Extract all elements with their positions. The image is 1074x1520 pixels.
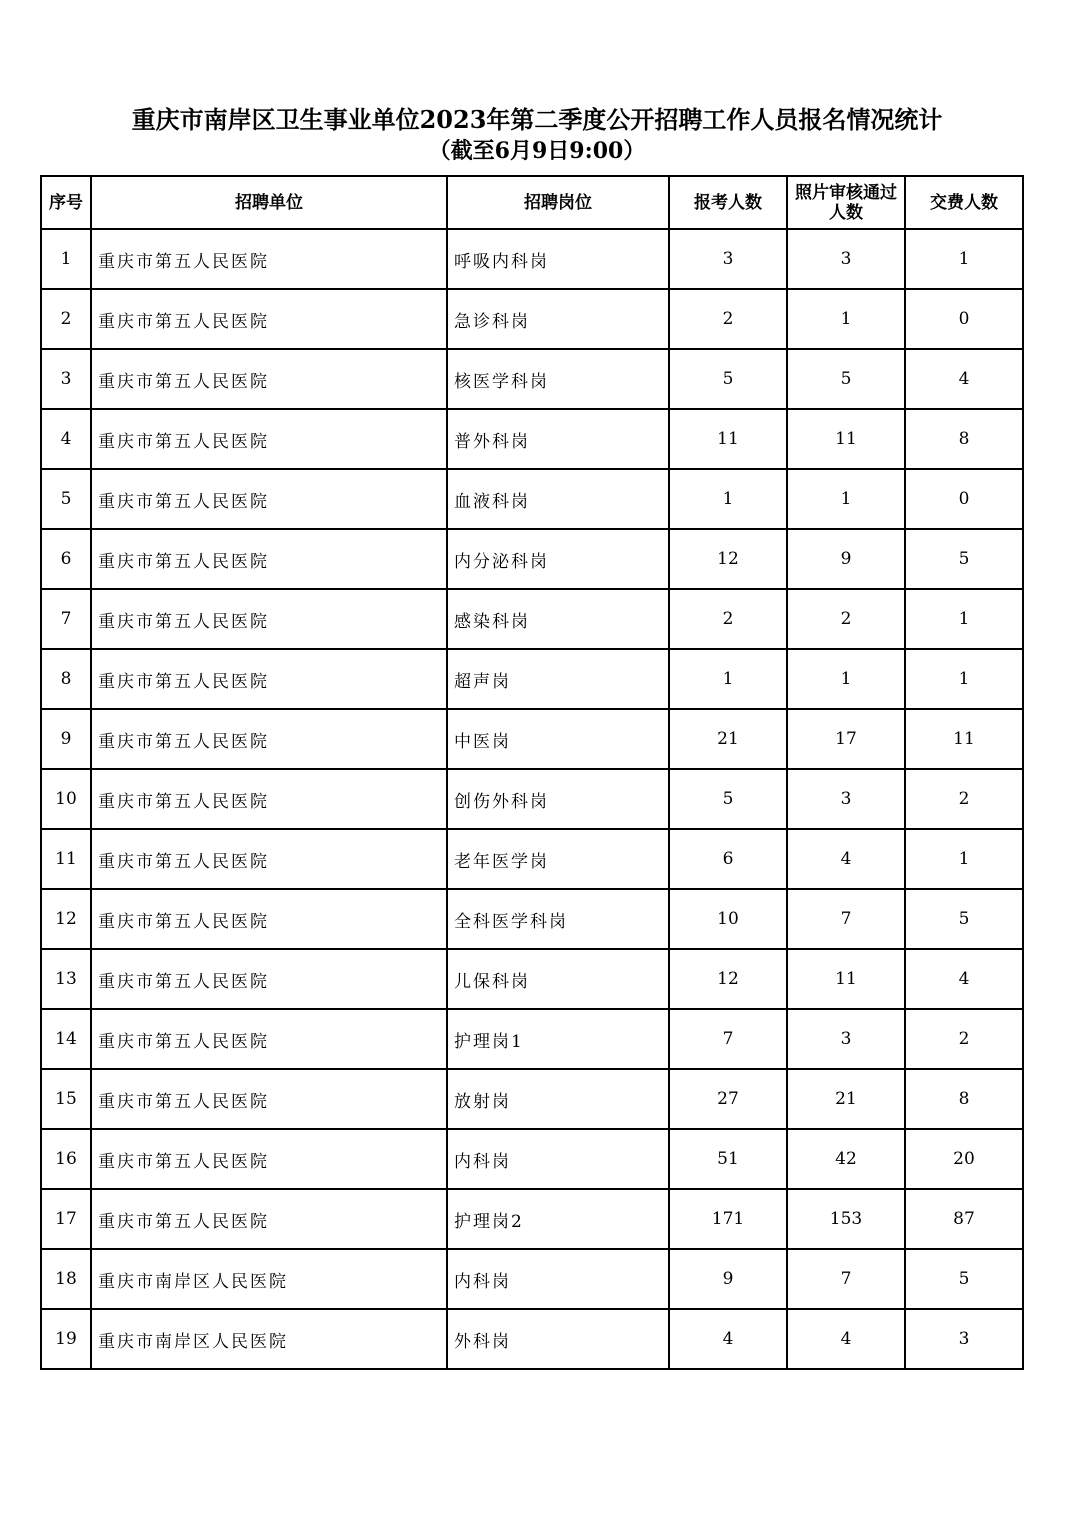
cell-paid: 1 [905,649,1023,709]
cell-unit: 重庆市第五人民医院 [91,769,447,829]
table-row [41,769,1023,829]
table-row [41,1069,1023,1129]
cell-paid: 4 [905,949,1023,1009]
cell-index: 16 [41,1129,91,1189]
column-header-applicants: 报考人数 [669,176,787,229]
cell-photo-passed: 153 [787,1189,905,1249]
page-subtitle: （截至6月9日9:00） [428,138,646,164]
cell-index: 3 [41,349,91,409]
cell-applicants: 11 [669,409,787,469]
cell-unit: 重庆市第五人民医院 [91,289,447,349]
cell-photo-passed: 42 [787,1129,905,1189]
cell-unit: 重庆市第五人民医院 [91,529,447,589]
cell-applicants: 9 [669,1249,787,1309]
cell-index: 19 [41,1309,91,1369]
cell-index: 14 [41,1009,91,1069]
cell-unit: 重庆市南岸区人民医院 [91,1309,447,1369]
cell-photo-passed: 2 [787,589,905,649]
table-header-row [41,176,1023,229]
cell-applicants: 51 [669,1129,787,1189]
cell-unit: 重庆市第五人民医院 [91,349,447,409]
cell-paid: 3 [905,1309,1023,1369]
table-row [41,889,1023,949]
table-row [41,229,1023,289]
cell-paid: 87 [905,1189,1023,1249]
cell-paid: 11 [905,709,1023,769]
cell-unit: 重庆市第五人民医院 [91,589,447,649]
cell-applicants: 3 [669,229,787,289]
cell-photo-passed: 1 [787,289,905,349]
cell-applicants: 2 [669,289,787,349]
cell-unit: 重庆市第五人民医院 [91,649,447,709]
table-row [41,1009,1023,1069]
cell-unit: 重庆市第五人民医院 [91,469,447,529]
cell-index: 18 [41,1249,91,1309]
cell-photo-passed: 9 [787,529,905,589]
cell-photo-passed: 17 [787,709,905,769]
cell-index: 13 [41,949,91,1009]
cell-photo-passed: 3 [787,1009,905,1069]
table-row [41,349,1023,409]
cell-paid: 2 [905,769,1023,829]
cell-applicants: 1 [669,469,787,529]
cell-applicants: 5 [669,349,787,409]
cell-index: 11 [41,829,91,889]
cell-position: 全科医学科岗 [447,889,669,949]
cell-paid: 20 [905,1129,1023,1189]
column-header-photo-passed: 照片审核通过人数 [787,176,905,229]
cell-index: 17 [41,1189,91,1249]
cell-position: 中医岗 [447,709,669,769]
cell-position: 放射岗 [447,1069,669,1129]
cell-position: 护理岗2 [447,1189,669,1249]
table-row [41,409,1023,469]
cell-paid: 0 [905,469,1023,529]
cell-photo-passed: 21 [787,1069,905,1129]
cell-applicants: 7 [669,1009,787,1069]
cell-applicants: 5 [669,769,787,829]
cell-photo-passed: 7 [787,889,905,949]
cell-position: 普外科岗 [447,409,669,469]
column-header-position: 招聘岗位 [447,176,669,229]
cell-paid: 0 [905,289,1023,349]
cell-position: 核医学科岗 [447,349,669,409]
cell-index: 2 [41,289,91,349]
cell-paid: 5 [905,889,1023,949]
column-header-unit: 招聘单位 [91,176,447,229]
cell-position: 呼吸内科岗 [447,229,669,289]
cell-applicants: 1 [669,649,787,709]
table-row [41,949,1023,1009]
page-title: 重庆市南岸区卫生事业单位2023年第二季度公开招聘工作人员报名情况统计 [131,105,943,134]
cell-photo-passed: 5 [787,349,905,409]
cell-applicants: 6 [669,829,787,889]
cell-paid: 1 [905,829,1023,889]
table-row [41,829,1023,889]
cell-unit: 重庆市第五人民医院 [91,949,447,1009]
cell-unit: 重庆市第五人民医院 [91,829,447,889]
cell-position: 血液科岗 [447,469,669,529]
cell-applicants: 2 [669,589,787,649]
cell-position: 创伤外科岗 [447,769,669,829]
cell-index: 15 [41,1069,91,1129]
cell-position: 急诊科岗 [447,289,669,349]
cell-unit: 重庆市第五人民医院 [91,889,447,949]
table-row [41,649,1023,709]
cell-paid: 8 [905,1069,1023,1129]
cell-photo-passed: 1 [787,649,905,709]
cell-index: 5 [41,469,91,529]
table-row [41,1309,1023,1369]
cell-position: 内分泌科岗 [447,529,669,589]
cell-position: 护理岗1 [447,1009,669,1069]
cell-applicants: 12 [669,529,787,589]
cell-applicants: 21 [669,709,787,769]
column-header-index: 序号 [41,176,91,229]
cell-applicants: 171 [669,1189,787,1249]
cell-applicants: 4 [669,1309,787,1369]
cell-applicants: 12 [669,949,787,1009]
cell-paid: 1 [905,229,1023,289]
cell-index: 7 [41,589,91,649]
cell-index: 12 [41,889,91,949]
table-row [41,1249,1023,1309]
cell-position: 感染科岗 [447,589,669,649]
cell-index: 8 [41,649,91,709]
cell-unit: 重庆市南岸区人民医院 [91,1249,447,1309]
cell-unit: 重庆市第五人民医院 [91,229,447,289]
cell-applicants: 27 [669,1069,787,1129]
cell-unit: 重庆市第五人民医院 [91,409,447,469]
cell-photo-passed: 1 [787,469,905,529]
cell-unit: 重庆市第五人民医院 [91,1129,447,1189]
cell-position: 外科岗 [447,1309,669,1369]
cell-photo-passed: 4 [787,829,905,889]
cell-unit: 重庆市第五人民医院 [91,1189,447,1249]
cell-photo-passed: 4 [787,1309,905,1369]
cell-unit: 重庆市第五人民医院 [91,1069,447,1129]
registration-table [40,175,1024,1370]
column-header-paid: 交费人数 [905,176,1023,229]
cell-paid: 5 [905,1249,1023,1309]
cell-paid: 5 [905,529,1023,589]
table-body [41,229,1023,1369]
table-row [41,289,1023,349]
cell-photo-passed: 3 [787,229,905,289]
cell-paid: 1 [905,589,1023,649]
cell-index: 1 [41,229,91,289]
table-row [41,529,1023,589]
cell-index: 6 [41,529,91,589]
cell-position: 内科岗 [447,1129,669,1189]
cell-photo-passed: 3 [787,769,905,829]
cell-paid: 2 [905,1009,1023,1069]
cell-unit: 重庆市第五人民医院 [91,1009,447,1069]
cell-paid: 4 [905,349,1023,409]
table-row [41,1129,1023,1189]
cell-photo-passed: 7 [787,1249,905,1309]
cell-index: 10 [41,769,91,829]
cell-index: 9 [41,709,91,769]
cell-paid: 8 [905,409,1023,469]
cell-applicants: 10 [669,889,787,949]
table-row [41,469,1023,529]
cell-unit: 重庆市第五人民医院 [91,709,447,769]
cell-position: 老年医学岗 [447,829,669,889]
cell-position: 超声岗 [447,649,669,709]
cell-photo-passed: 11 [787,949,905,1009]
cell-position: 内科岗 [447,1249,669,1309]
cell-index: 4 [41,409,91,469]
table-row [41,589,1023,649]
table-row [41,1189,1023,1249]
cell-position: 儿保科岗 [447,949,669,1009]
table-row [41,709,1023,769]
cell-photo-passed: 11 [787,409,905,469]
